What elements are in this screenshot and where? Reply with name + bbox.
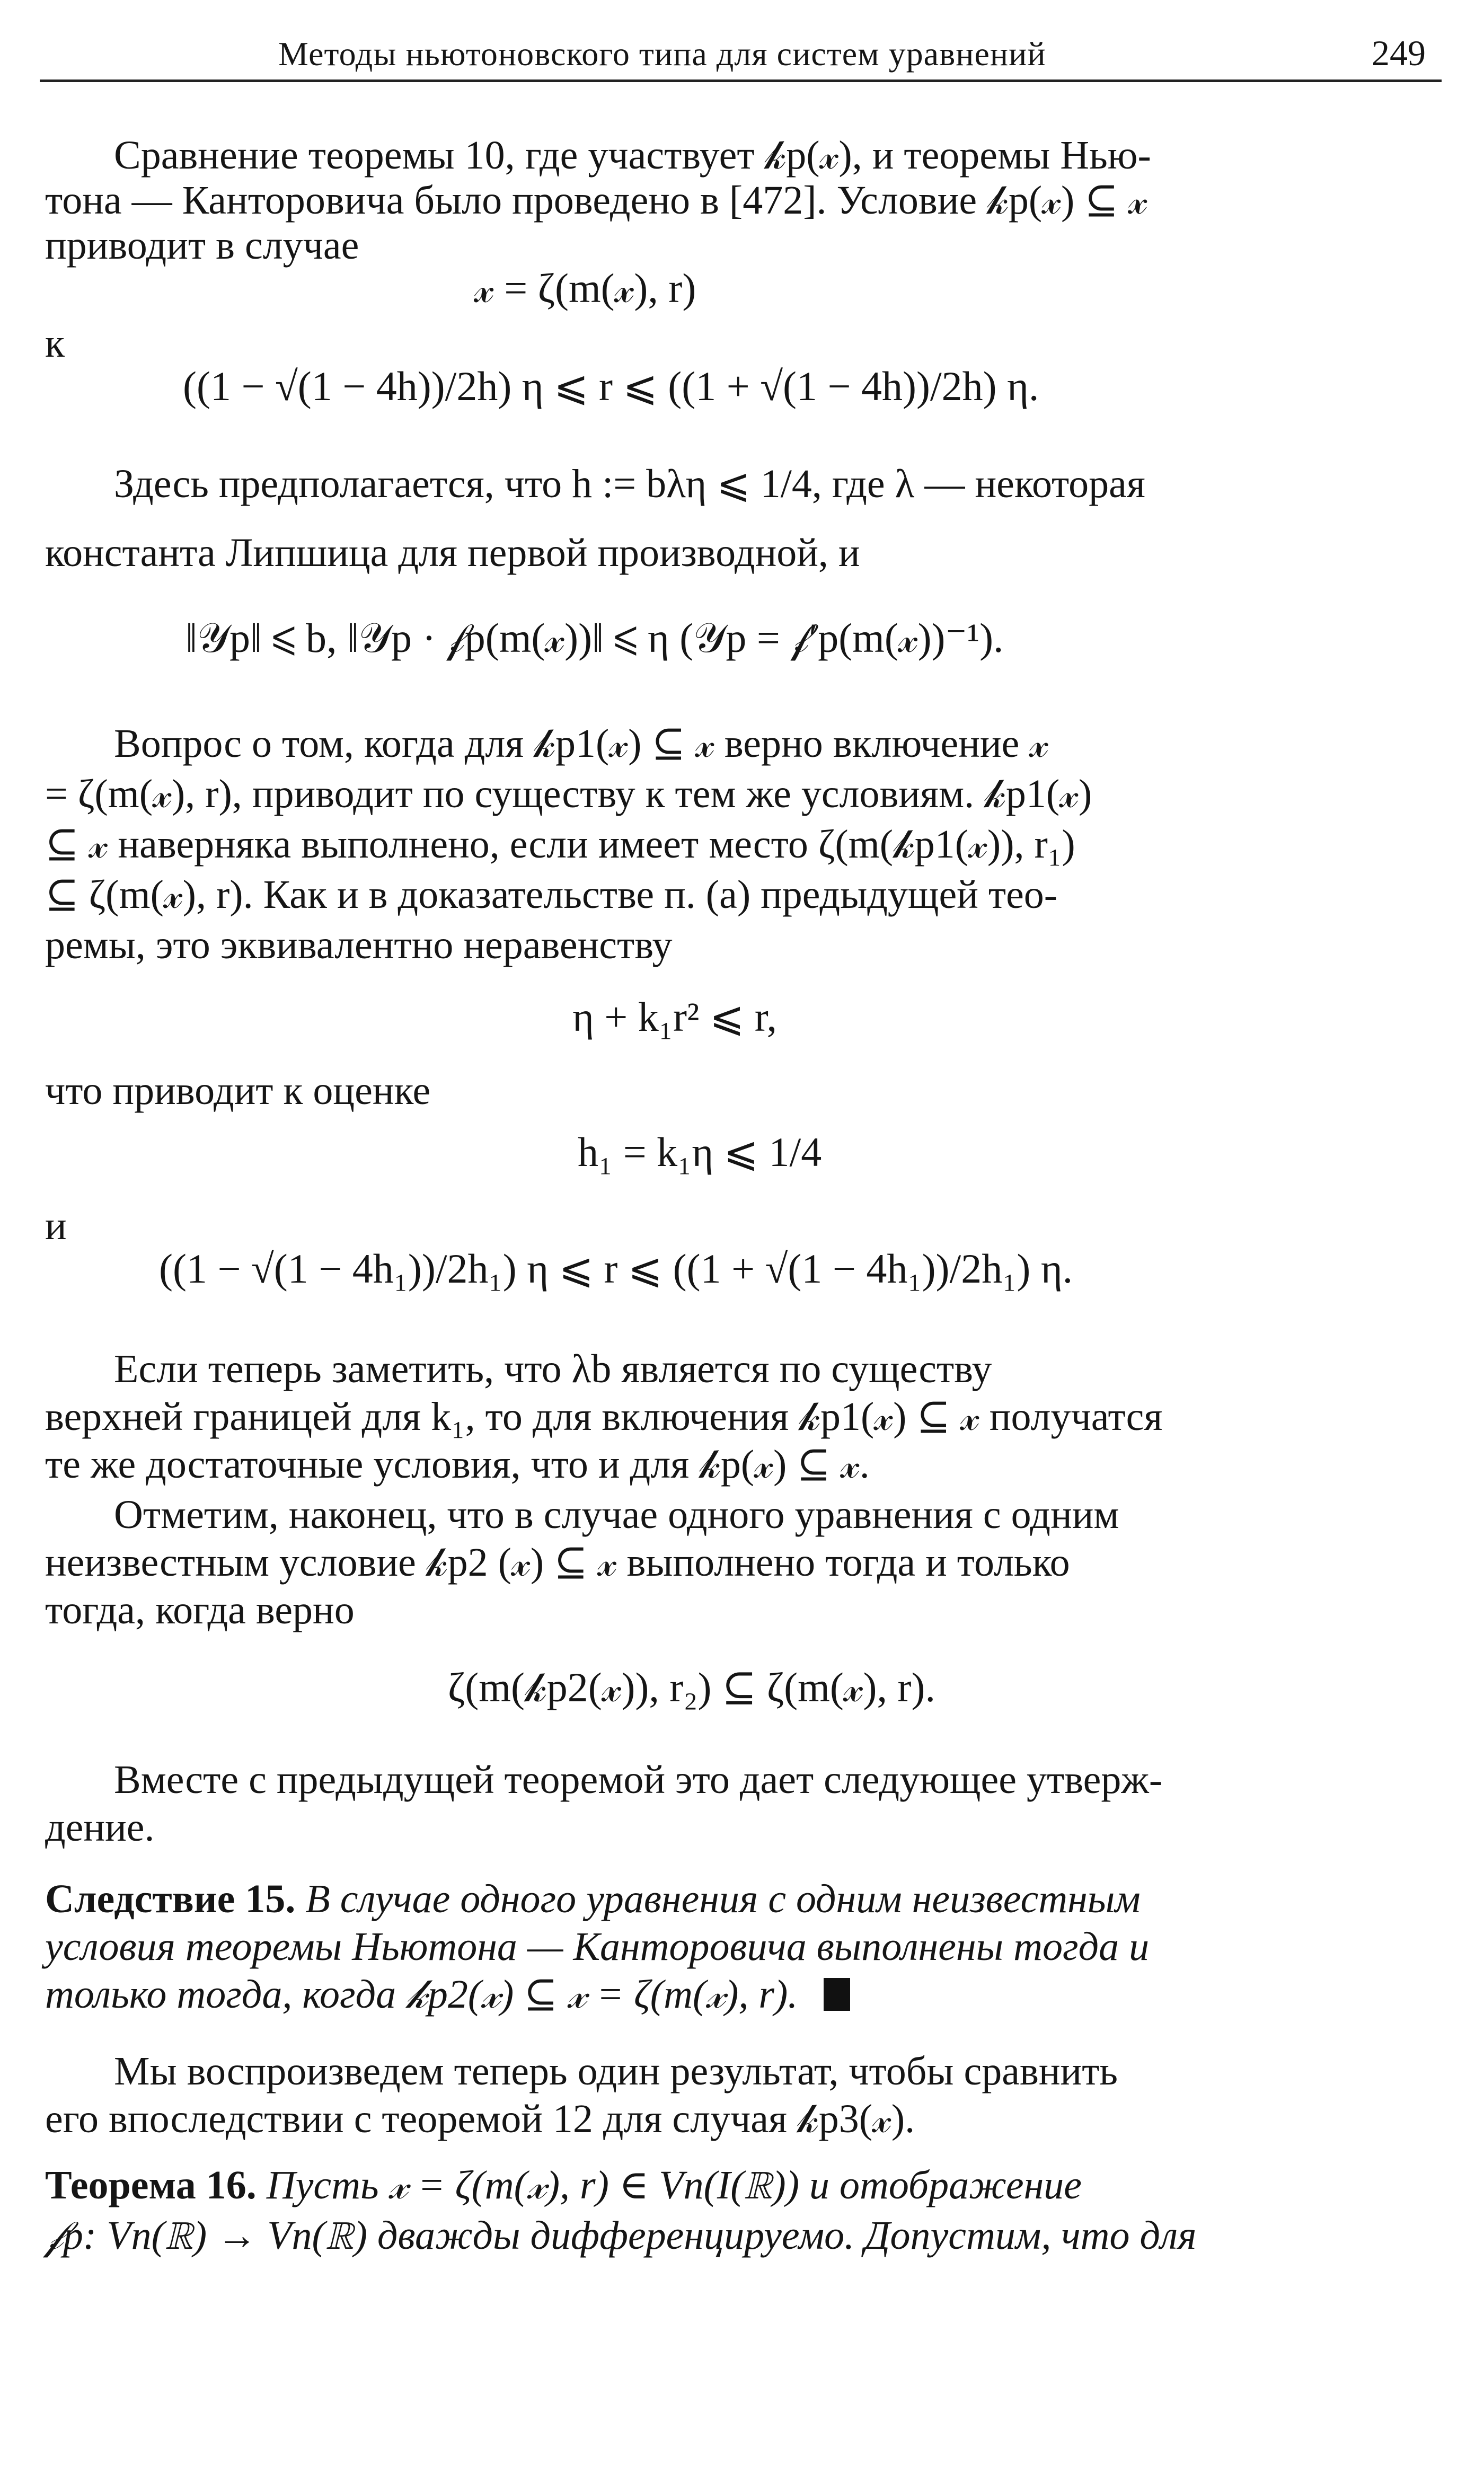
paragraph-line: тона — Канторовича было проведено в [472]. Условие 𝓀p(𝓍) ⊆ 𝓍 <box>45 178 1147 223</box>
paragraph-line: верхней границей для k₁, то для включения 𝓀p1(𝓍) ⊆ 𝓍 получатся <box>45 1394 1163 1439</box>
equation: ζ(m(𝓀p2(𝓍)), r₂) ⊆ ζ(m(𝓍), r). <box>448 1664 935 1710</box>
paragraph-line: ⊆ ζ(m(𝓍), r). Как и в доказательстве п. (а) предыдущей тео- <box>45 872 1058 917</box>
corollary-text: только тогда, когда 𝓀p2(𝓍) ⊆ 𝓍 = ζ(m(𝓍), r). <box>45 1972 798 2017</box>
paragraph-line: Сравнение теоремы 10, где участвует 𝓀p(𝓍), и теоремы Нью- <box>114 133 1151 178</box>
paragraph-line: Если теперь заметить, что λb является по существу <box>114 1347 992 1391</box>
paragraph-line: что приводит к оценке <box>45 1068 431 1113</box>
theorem-text: 𝒻p: Vn(ℝ) → Vn(ℝ) дважды дифференцируемо. Допустим, что для <box>45 2213 1197 2258</box>
corollary-heading-line <box>45 1879 1141 1919</box>
running-title: Методы ньютоновского типа для систем уравнений <box>278 35 1046 73</box>
paragraph-line: Вопрос о том, когда для 𝓀p1(𝓍) ⊆ 𝓍 верно включение 𝓍 <box>114 721 1049 766</box>
equation: h₁ = k₁η ⩽ 1/4 <box>578 1129 822 1175</box>
equation: η + k₁r² ⩽ r, <box>572 994 778 1040</box>
page-number: 249 <box>1372 33 1426 73</box>
paragraph-line: Здесь предполагается, что h := bλη ⩽ 1/4, где λ — некоторая <box>114 462 1145 506</box>
corollary-text: условия теоремы Ньютона — Канторовича выполнены тогда и <box>45 1924 1150 1969</box>
paragraph-line: неизвестным условие 𝓀p2 (𝓍) ⊆ 𝓍 выполнено тогда и только <box>45 1540 1070 1585</box>
paragraph-line: Вместе с предыдущей теоремой это дает следующее утверж- <box>114 1757 1163 1802</box>
paragraph-line: те же достаточные условия, что и для 𝓀p(𝓍) ⊆ 𝓍. <box>45 1442 870 1487</box>
corollary-label: Следствие 15. <box>45 1877 296 1921</box>
paragraph-line: приводит в случае <box>45 223 359 268</box>
equation: ((1 − √(1 − 4h))/2h) η ⩽ r ⩽ ((1 + √(1 − 4h))/2h) η. <box>183 363 1039 409</box>
paragraph-line: к <box>45 321 65 366</box>
theorem-heading-line <box>45 2165 1082 2205</box>
theorem-label: Теорема 16. <box>45 2163 257 2207</box>
paragraph-line: Мы воспроизведем теперь один результат, чтобы сравнить <box>114 2049 1118 2094</box>
theorem-text: Пусть 𝓍 = ζ(m(𝓍), r) ∈ Vn(I(ℝ)) и отображение <box>266 2163 1082 2207</box>
paragraph-line: = ζ(m(𝓍), r), приводит по существу к тем же условиям. 𝓀p1(𝓍) <box>45 772 1092 816</box>
equation: 𝓍 = ζ(m(𝓍), r) <box>474 265 696 311</box>
paragraph-line: Отметим, наконец, что в случае одного уравнения с одним <box>114 1492 1119 1537</box>
equation: ((1 − √(1 − 4h₁))/2h₁) η ⩽ r ⩽ ((1 + √(1 − 4h₁))/2h₁) η. <box>159 1246 1073 1292</box>
corollary-text-last <box>45 1974 850 2015</box>
paragraph-line: ⊆ 𝓍 наверняка выполнено, если имеет место ζ(m(𝓀p1(𝓍)), r₁) <box>45 822 1075 867</box>
paragraph-line: его впоследствии с теоремой 12 для случая 𝓀p3(𝓍). <box>45 2097 915 2141</box>
paragraph-line: и <box>45 1204 67 1248</box>
corollary-text: В случае одного уравнения с одним неизвестным <box>305 1877 1141 1921</box>
paragraph-line: ремы, это эквивалентно неравенству <box>45 923 673 967</box>
paragraph-line: тогда, когда верно <box>45 1588 355 1632</box>
end-of-proof-icon <box>824 1978 850 2011</box>
page-header <box>40 29 1442 82</box>
paragraph-line: константа Липшица для первой производной, и <box>45 531 860 575</box>
paragraph-line: дение. <box>45 1805 155 1850</box>
equation: ‖𝒴p‖ ⩽ b, ‖𝒴p · 𝒻p(m(𝓍))‖ ⩽ η (𝒴p = 𝒻′p(m(𝓍))⁻¹). <box>186 615 1004 661</box>
